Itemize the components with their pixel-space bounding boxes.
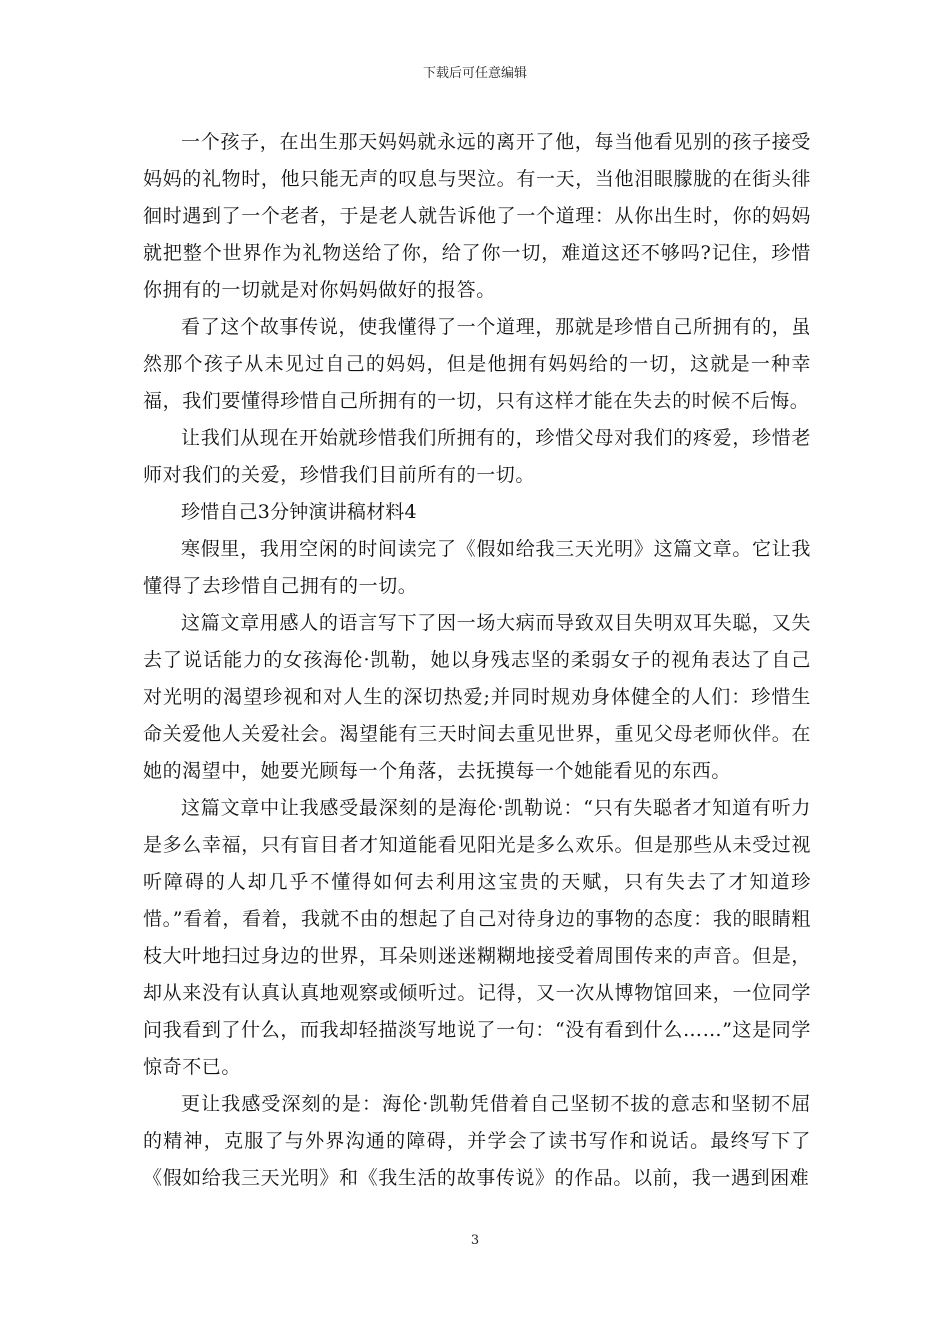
page-header: 下载后可任意编辑 (422, 66, 527, 81)
section-heading: 珍惜自己3分钟演讲稿材料4 (181, 501, 417, 523)
paragraph-story: 一个孩子，在出生那天妈妈就永远的离开了他，每当他看见别的孩子接受妈妈的礼物时，他只能无声的叹息与哭泣。有一天，当他泪眼朦胧的在街头徘徊时遇到了一个老者，于是老人就告诉他了一个道理：从你出生时，你的妈妈就把整个世界作为礼物送给了你，给了你一切，难道这还不够吗?记住，珍惜你拥有的一切就是对你妈妈做好的报答。 (143, 131, 811, 301)
paragraph-article-summary: 这篇文章用感人的语言写下了因一场大病而导致双目失明双耳失聪，又失去了说话能力的女孩海伦·凯勒，她以身残志坚的柔弱女子的视角表达了自己对光明的渴望珍视和对人生的深切热爱;并同时规劝身体健全的人们：珍惜生命关爱他人关爱社会。渴望能有三天时间去重见世界，重见父母老师伙伴。在她的渴望中，她要光顾每一个角落，去抚摸每一个她能看见的东西。 (143, 612, 811, 782)
paragraph-winter-reading: 寒假里，我用空闲的时间读完了《假如给我三天光明》这篇文章。它让我懂得了去珍惜自己拥有的一切。 (143, 538, 811, 597)
paragraph-call-to-cherish: 让我们从现在开始就珍惜我们所拥有的，珍惜父母对我们的疼爱，珍惜老师对我们的关爱，珍惜我们目前所有的一切。 (143, 427, 811, 486)
paragraph-deepest-impression: 这篇文章中让我感受最深刻的是海伦·凯勒说：“只有失聪者才知道有听力是多么幸福，只有盲目者才知道能看见阳光是多么欢乐。但是那些从未受过视听障碍的人却几乎不懂得如何去利用这宝贵的天赋，只有失去了才知道珍惜。”看着，看着，我就不由的想起了自己对待身边的事物的态度：我的眼睛粗枝大叶地扫过身边的世界，耳朵则迷迷糊糊地接受着周围传来的声音。但是，却从来没有认真认真地观察或倾听过。记得，又一次从博物馆回来，一位同学问我看到了什么，而我却轻描淡写地说了一句：“没有看到什么……”这是同学惊奇不已。 (143, 797, 811, 1078)
paragraph-reflection: 看了这个故事传说，使我懂得了一个道理，那就是珍惜自己所拥有的，虽然那个孩子从未见过自己的妈妈，但是他拥有妈妈给的一切，这就是一种幸福，我们要懂得珍惜自己所拥有的一切，只有这样才能在失去的时候不后悔。 (143, 316, 811, 412)
document-body (143, 124, 811, 1197)
page-number: 3 (470, 1233, 480, 1248)
paragraph-more-impression: 更让我感受深刻的是：海伦·凯勒凭借着自己坚韧不拔的意志和坚韧不屈的精神，克服了与外界沟通的障碍，并学会了读书写作和说话。最终写下了《假如给我三天光明》和《我生活的故事传说》的作品。以前，我一遇到困难 (143, 1093, 811, 1189)
